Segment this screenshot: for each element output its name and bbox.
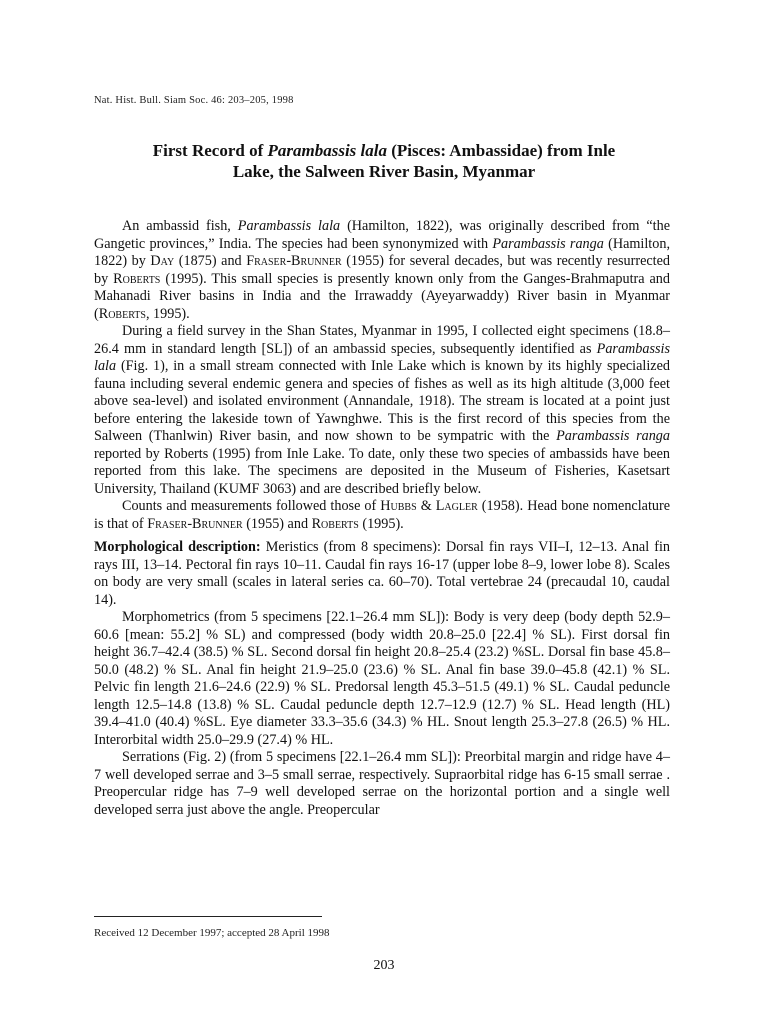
title-species-name: Parambassis lala xyxy=(267,141,387,160)
body-paragraph xyxy=(94,323,670,498)
text-run: Morphometrics (from 5 specimens [22.1–26.4 mm SL]): Body is very deep (body depth 52.9–60.6 [mean: 55.2] % SL) and compressed (body width 20.8–25.0 [22.4] % SL). First dorsal fin height 36.7–42.4 (38.5) % SL. Second dorsal fin height 20.8–25.4 (23.2) %SL. Dorsal fin base 45.8–50.0 (48.2) % SL. Anal fin height 21.9–25.0 (23.6) % SL. Anal fin base 39.0–45.8 (42.1) % SL. Pelvic fin length 21.6–24.6 (22.9) % SL. Predorsal length 45.3–51.5 (49.1) % SL. Caudal peduncle length 12.5–14.8 (13.8) % SL. Caudal peduncle depth 12.7–12.9 (12.7) % SL. Head length (HL) 39.4–41.0 (40.4) %SL. Eye diameter 33.3–35.6 (34.3) % HL. Snout length 25.3–27.8 (26.5) % HL. Interorbital width 25.0–29.9 (27.4) % HL. xyxy=(94,609,670,748)
text-run: An ambassid fish, xyxy=(122,218,238,234)
text-run: Meristics (from 8 specimens): Dorsal fin rays VII–I, 12–13. Anal fin rays III, 13–14. Pectoral fin rays 10–11. Caudal fin rays 16-17 (upper lobe 8–9, lower lobe 8). Scales on body are very small (scales in lateral series ca. 60–70). Total vertebrae 24 (precaudal 10, caudal 14). xyxy=(94,539,671,608)
author-citation: Day xyxy=(150,253,175,269)
body-paragraph xyxy=(94,609,670,749)
footnote: Received 12 December 1997; accepted 28 April 1998 xyxy=(94,927,330,939)
article-body xyxy=(94,218,670,819)
article-title xyxy=(96,140,672,182)
text-run: (Hamilton, 1822) by xyxy=(94,235,670,269)
text-run: (1995). xyxy=(358,515,404,532)
title-line-1: First Record of Parambassis lala (Pisces: Ambassidae) from Inle xyxy=(152,141,616,160)
text-run: (1995). This small species is presently known only from the Ganges-Brahmaputra and Mahanadi River basins in India and the Irrawaddy (Ayeyarwaddy) River basin in Myanmar ( xyxy=(94,270,670,322)
text-run: Serrations (Fig. 2) (from 5 specimens [22.1–26.4 mm SL]): Preorbital margin and ridge have 4–7 well developed serrae and 3–5 small serrae, respectively. Supraorbital ridge has 6-15 small serrae . Preopercular ridge has 7–9 well developed serrae on the horizontal portion and a single well developed serra just above the angle. Preopercular xyxy=(94,749,670,818)
author-citation: Roberts xyxy=(98,305,146,322)
text-run: (1955) for several decades, but was recently resurrected by xyxy=(94,253,670,287)
author-citation: Roberts xyxy=(113,270,161,287)
body-paragraph xyxy=(94,498,670,533)
species-name: Parambassis lala xyxy=(94,340,670,374)
footnote-divider xyxy=(94,916,322,917)
text-run: (1875) and xyxy=(174,253,247,269)
species-name: Parambassis ranga xyxy=(492,235,604,252)
author-citation: Fraser-Brunner xyxy=(147,515,243,532)
section-heading: Morphological description: xyxy=(94,539,261,555)
text-run: , 1995). xyxy=(145,305,190,322)
body-paragraph xyxy=(94,749,670,819)
species-name: Parambassis ranga xyxy=(556,428,670,444)
running-head: Nat. Hist. Bull. Siam Soc. 46: 203–205, 1998 xyxy=(94,95,294,106)
text-run: reported by Roberts (1995) from Inle Lake. To date, only these two species of ambassids have been reported from this lake. The specimens are deposited in the Museum of Fisheries, Kasetsart University, Thailand (KUMF 3063) and are described briefly below. xyxy=(94,445,670,497)
text-run: (Fig. 1), in a small stream connected with Inle Lake which is known by its highly specialized fauna including several endemic genera and species of fishes as well as its high altitude (3,000 feet above sea-level) and isolated environment (Annandale, 1918). The stream is located at a point just before entering the lakeside town of Yawnghwe. This is the first record of this species from the Salween (Thanlwin) River basin, and now shown to be sympatric with the xyxy=(94,358,670,444)
author-citation: Roberts xyxy=(311,515,359,532)
text-run: Counts and measurements followed those of xyxy=(122,498,381,514)
text-run: During a field survey in the Shan States, Myanmar in 1995, I collected eight specimens (18.8–26.4 mm in standard length [SL]) of an ambassid species, subsequently identified as xyxy=(94,323,670,357)
author-citation: Hubbs & Lagler xyxy=(380,498,478,514)
body-paragraph xyxy=(94,218,670,323)
author-citation: Fraser-Brunner xyxy=(246,253,342,269)
text-run: (1958). Head bone nomenclature is that of xyxy=(94,498,671,532)
text-run: (1955) and xyxy=(242,515,312,532)
page-number: 203 xyxy=(373,958,395,973)
title-line-2: Lake, the Salween River Basin, Myanmar xyxy=(232,162,536,181)
body-paragraph xyxy=(94,539,670,609)
species-name: Parambassis lala xyxy=(237,218,341,234)
text-run: (Hamilton, 1822), was originally described from “the Gangetic provinces,” India. The species had been synonymized with xyxy=(94,218,670,252)
